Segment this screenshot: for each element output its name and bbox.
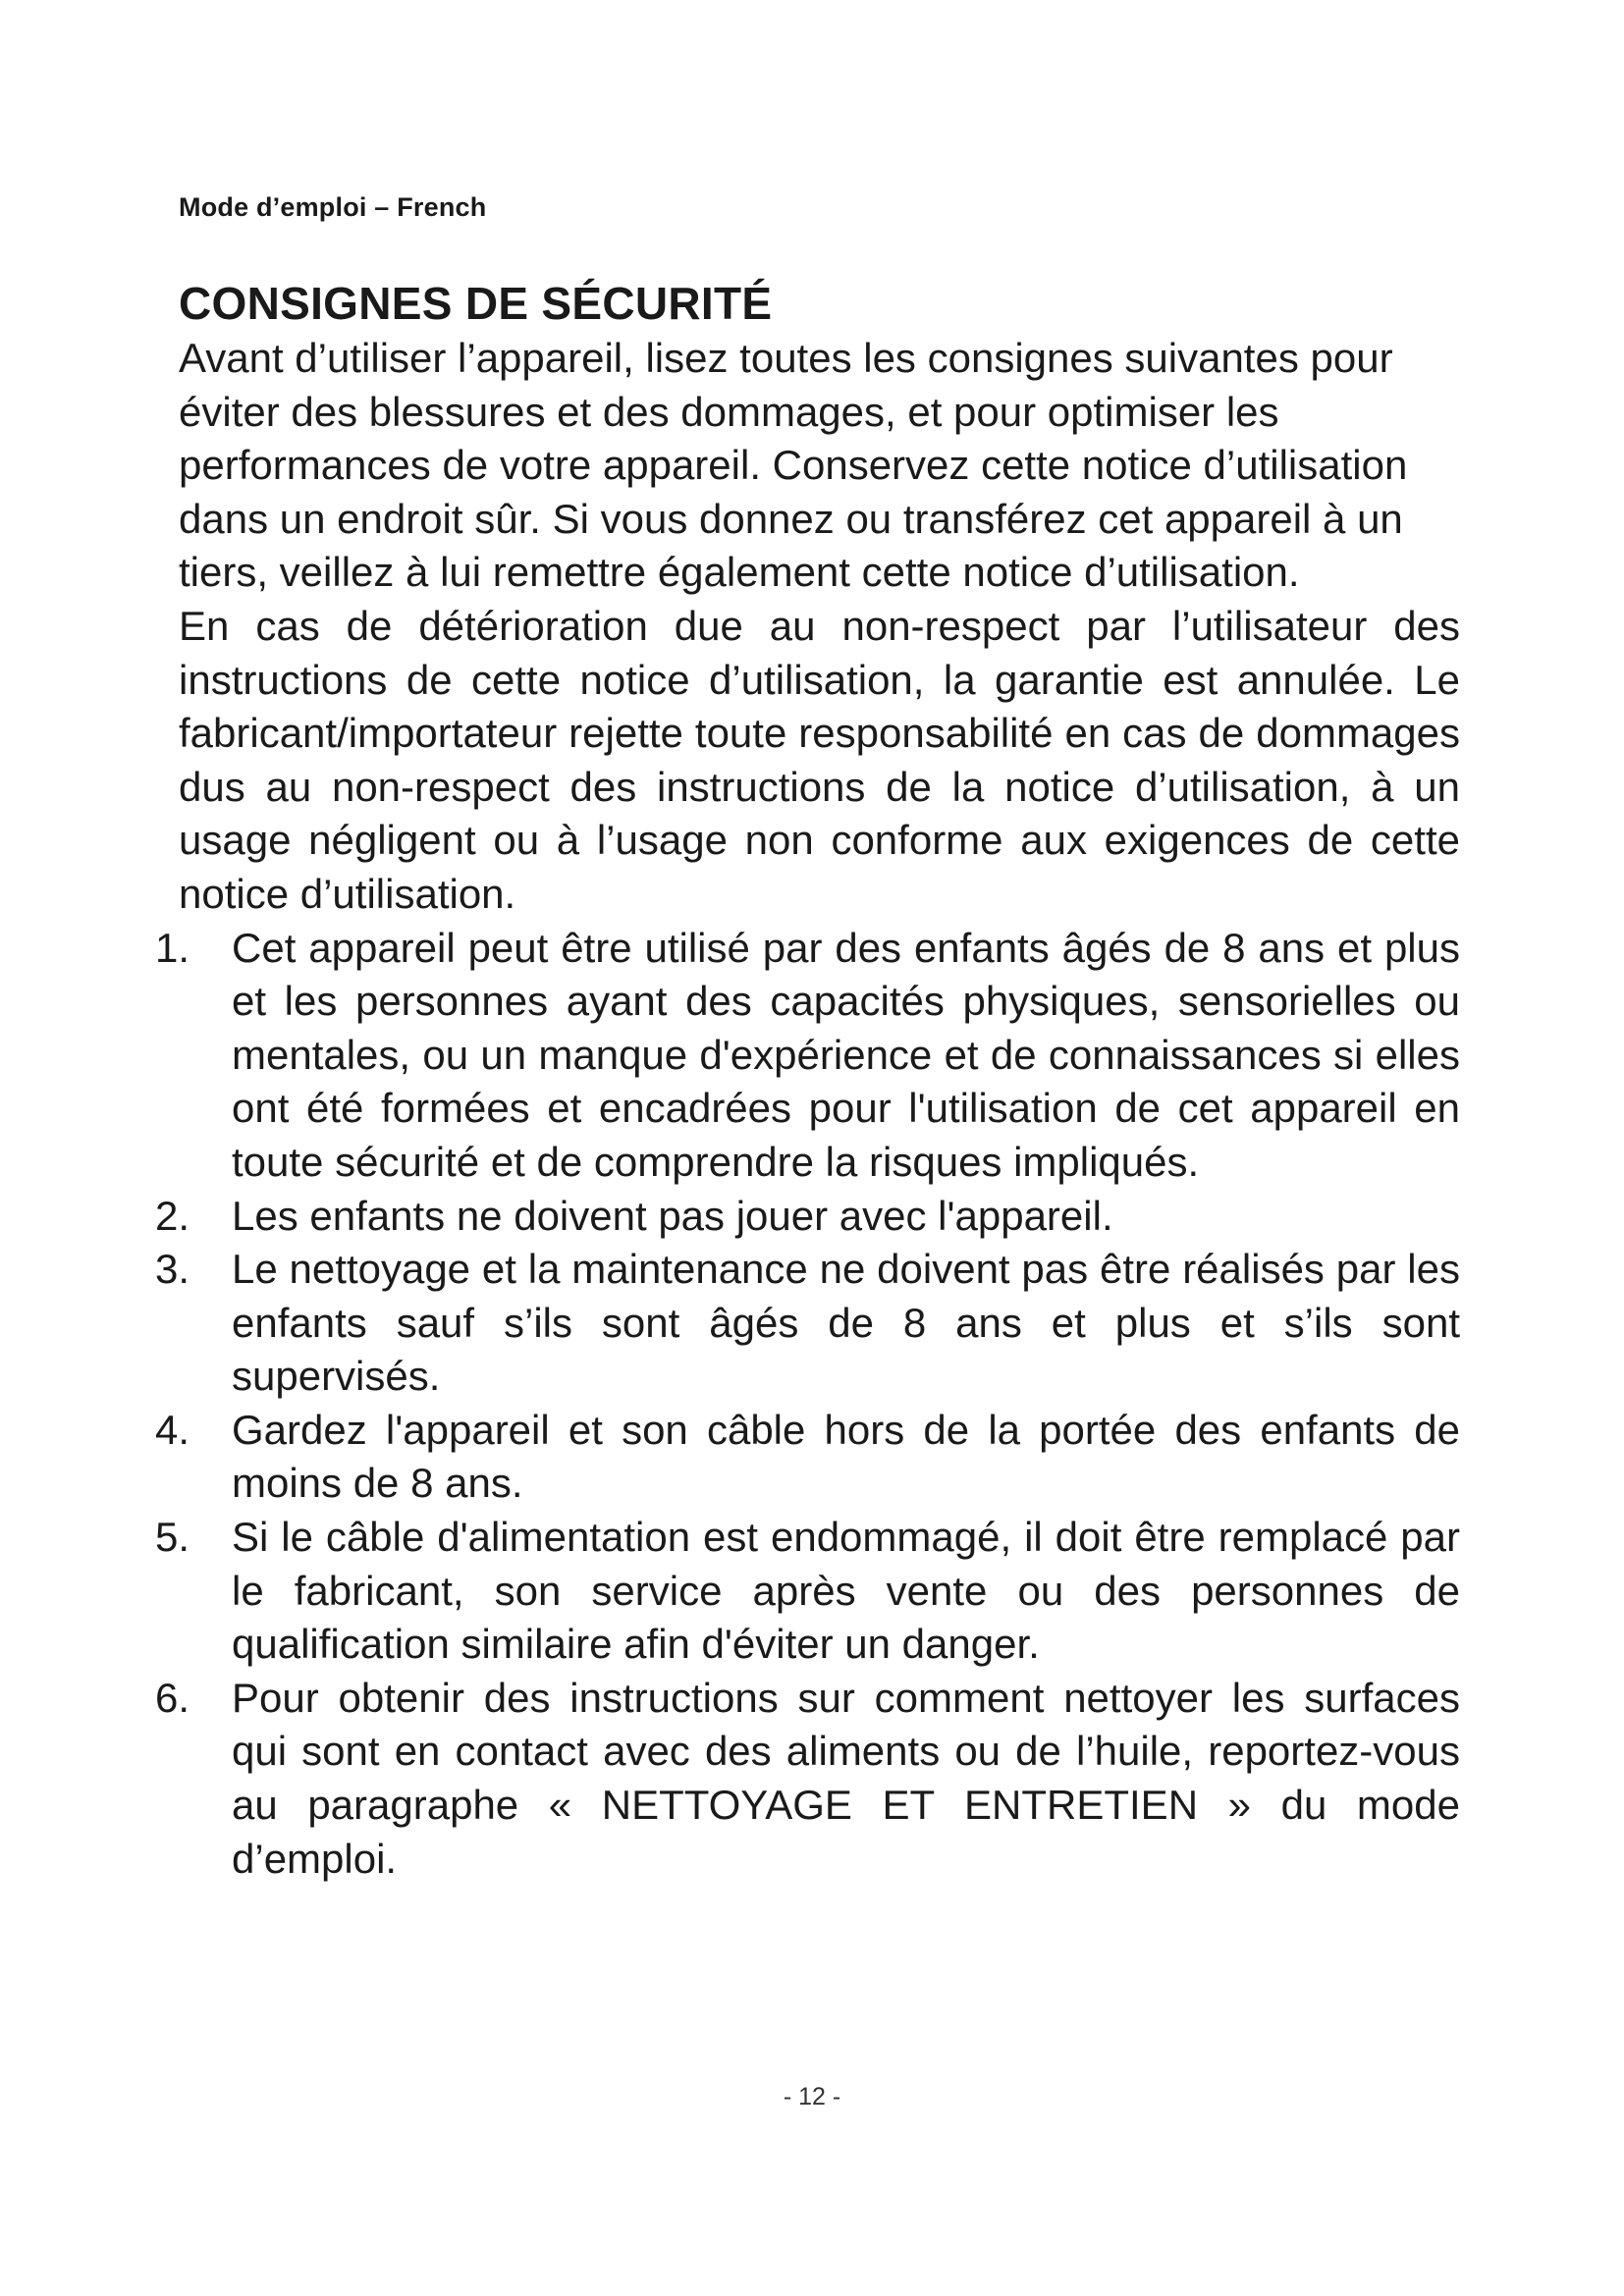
list-item [155, 1190, 1460, 1244]
list-item-number: 4. [155, 1406, 190, 1453]
page-number: - 12 - [783, 2083, 841, 2110]
section-title: CONSIGNES DE SÉCURITÉ [179, 278, 773, 329]
list-item [155, 1404, 1460, 1511]
list-item-text: Cet appareil peut être utilisé par des enfants âgés de 8 ans et plus et les personnes ayant des capacités physiques, sensorielles ou mentales, ou un manque d'expérience et de connaissances si elles ont été formées et encadrées pour l'utilisation de cet appareil en toute sécurité et de comprendre la risques impliqués. [232, 924, 1460, 1185]
intro-paragraph: Avant d’utiliser l’appareil, lisez toutes les consignes suivantes pour éviter des blessures et des dommages, et pour optimiser les performances de votre appareil. Conservez cette notice d’utilisation dans un endroit sûr. Si vous donnez ou transférez cet appareil à un tiers, veillez à lui remettre également cette notice d’utilisation. [179, 335, 1408, 596]
list-item [155, 1511, 1460, 1672]
list-item-text: Le nettoyage et la maintenance ne doivent pas être réalisés par les enfants sauf s’ils sont âgés de 8 ans et plus et s’ils sont supervisés. [232, 1246, 1460, 1400]
list-item-number: 3. [155, 1246, 190, 1293]
list-item-number: 1. [155, 924, 190, 971]
list-item-number: 2. [155, 1192, 190, 1239]
document-header-label: Mode d’emploi – French [179, 192, 487, 222]
list-item-text: Si le câble d'alimentation est endommagé, il doit être remplacé par le fabricant, son service après vente ou des personnes de qualification similaire afin d'éviter un danger. [232, 1514, 1460, 1668]
list-item-number: 5. [155, 1514, 190, 1561]
safety-rules-list [155, 922, 1460, 1887]
list-item-number: 6. [155, 1674, 190, 1721]
section-body [155, 332, 1460, 1886]
list-item [155, 1243, 1460, 1404]
list-item-text: Gardez l'appareil et son câble hors de la portée des enfants de moins de 8 ans. [232, 1406, 1460, 1507]
list-item [155, 922, 1460, 1190]
list-item [155, 1672, 1460, 1886]
list-item-text: Les enfants ne doivent pas jouer avec l'appareil. [232, 1192, 1113, 1239]
list-item-text: Pour obtenir des instructions sur comment nettoyer les surfaces qui sont en contact avec des aliments ou de l’huile, reportez-vous au paragraphe « NETTOYAGE ET ENTRETIEN » du mode d’emploi. [232, 1674, 1460, 1882]
warranty-paragraph: En cas de détérioration due au non-respect par l’utilisateur des instructions de cette notice d’utilisation, la garantie est annulée. Le fabricant/importateur rejette toute responsabilité en cas de dommages dus au non-respect des instructions de la notice d’utilisation, à un usage négligent ou à l’usage non conforme aux exigences de cette notice d’utilisation. [179, 602, 1460, 917]
